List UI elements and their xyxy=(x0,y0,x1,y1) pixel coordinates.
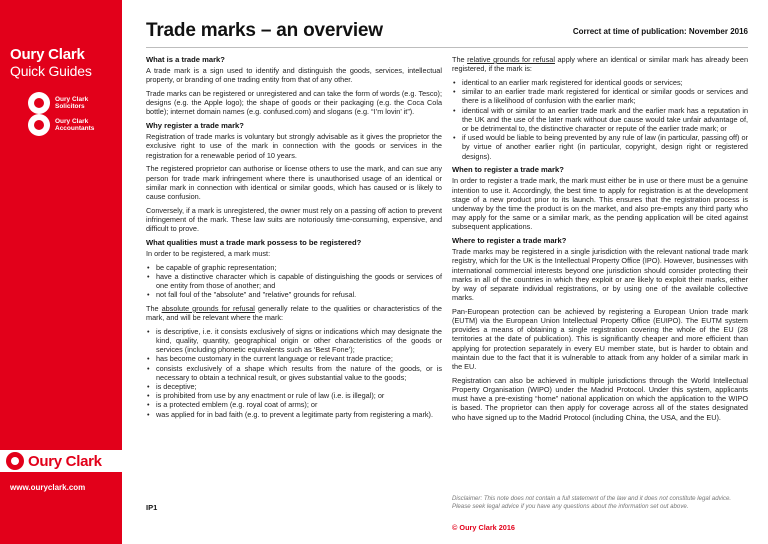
circle-logo-icon xyxy=(6,452,24,470)
paragraph: A trade mark is a sign used to identify and distinguish the goods, services, intellectual property, or branding of one trading entity from that of any other. xyxy=(146,66,442,85)
absolute-grounds-list xyxy=(146,327,442,419)
list-item: • was applied for in bad faith (e.g. to prevent a legitimate party from registering a mark). xyxy=(146,410,442,419)
firm-accountants-type: Accountants xyxy=(55,125,95,132)
list-item: • is descriptive, i.e. it consists exclusively of signs or indications which may designate the kind, quality, quantity, geographical origin or other characteristics of the goods or services (including phonetic equivalents such as ‘Best Fone’); xyxy=(146,327,442,355)
text-run: The xyxy=(146,303,162,313)
paragraph: Trade marks may be registered in a single jurisdiction with the relevant national trade mark registry, which for the UK is the Intellectual Property Office (IPO). However, businesses with international commercial interests beyond one jurisdiction should consider protecting their marks in all of the countries in which they exploit or are likely to exploit their marks, either by way of separate individual registrations, or by using one of the available collective marks. xyxy=(452,247,748,303)
heading-what-is: What is a trade mark? xyxy=(146,55,225,64)
qualities-list xyxy=(146,263,442,300)
brand-title xyxy=(10,46,92,79)
absolute-grounds-link[interactable]: absolute grounds for refusal xyxy=(161,303,255,313)
left-column xyxy=(146,55,442,423)
circle-logo-icon xyxy=(28,92,50,114)
company-logo xyxy=(0,450,122,472)
copyright: © Oury Clark 2016 xyxy=(452,523,515,532)
paragraph xyxy=(452,55,748,73)
paragraph xyxy=(146,304,442,322)
list-item: • not fall foul of the "absolute" and "relative" grounds for refusal. xyxy=(146,290,442,299)
firm-solicitors-label xyxy=(55,96,88,110)
paragraph: Registration can also be achieved in multiple jurisdictions through the World Intellectual Property Organisation (WIPO) under the Madrid Protocol. Under this system, applicants must have a pre-existing “home” national application on which the application to the WIPO is based. The proprietor can then apply for coverage across all of the states designated who have signed up to the Madrid Protocol (including China, the USA, and the EU). xyxy=(452,375,748,422)
text-run: The xyxy=(452,55,468,64)
header-divider xyxy=(146,47,748,48)
paragraph: Conversely, if a mark is unregistered, the owner must rely on a passing off action to prevent infringement of the mark. These law suits are notoriously time-consuming, expensive, and difficult to prove. xyxy=(146,205,442,234)
publication-date: Correct at time of publication: November 2016 xyxy=(572,27,748,36)
list-item: • similar to an earlier trade mark registered for identical or similar goods or services and there is a likelihood of confusion with the earlier mark; xyxy=(452,87,748,105)
heading-why-register: Why register a trade mark? xyxy=(146,121,244,131)
firm-solicitors xyxy=(28,92,88,114)
heading-qualities: What qualities must a trade mark possess to be registered? xyxy=(146,237,362,247)
paragraph: Registration of trade marks is voluntary but strongly advisable as it gives the proprietor the exclusive right to use of the mark in connection with the goods or services in the registration for a renewable period of 10 years. xyxy=(146,132,442,160)
list-item: • have a distinctive character which is capable of distinguishing the goods or services of one entity from those of another; and xyxy=(146,272,442,290)
page-number: IP1 xyxy=(146,503,158,512)
firm-solicitors-type: Solicitors xyxy=(55,103,85,110)
list-item: • is prohibited from use by any enactment or rule of law (i.e. is illegal); or xyxy=(146,391,442,400)
paragraph: Trade marks can be registered or unregistered and can take the form of words (e.g. Tesco); designs (e.g. the Apple logo); the shape of goods or their packaging (e.g. the Coca Cola bottle); internet domain names (e.g. confused.com) and slogans (e.g. “I’m lovin’ it”). xyxy=(146,89,442,117)
paragraph: The registered proprietor can authorise or license others to use the mark, and can sue any person for trade mark infringement where there is unauthorised usage of an identical or similar mark in connection with identical or similar goods, which has caused or is likely to cause confusion. xyxy=(146,164,442,201)
heading-when-register: When to register a trade mark? xyxy=(452,165,564,175)
relative-grounds-list xyxy=(452,78,748,161)
list-item: • consists exclusively of a shape which results from the nature of the goods, or is necessary to obtain a technical result, or gives substantial value to the goods; xyxy=(146,364,442,382)
right-column xyxy=(452,55,748,426)
list-item: • identical with or similar to an earlier trade mark and the earlier mark has a reputation in the UK and the use of the later mark without due cause would take unfair advantage of, or be detrimental to, the distinctive character or repute of the earlier trade mark; or xyxy=(452,106,748,134)
list-item: • is a protected emblem (e.g. royal coat of arms); or xyxy=(146,400,442,409)
heading-where-register: Where to register a trade mark? xyxy=(452,236,567,246)
sidebar xyxy=(0,0,122,544)
firm-accountants xyxy=(28,114,94,136)
relative-grounds-link[interactable]: relative grounds for refusal xyxy=(467,55,555,64)
firm-accountants-label xyxy=(55,118,94,132)
list-item: • has become customary in the current language or relevant trade practice; xyxy=(146,354,442,363)
brand-line-2: Quick Guides xyxy=(10,63,92,79)
website-link[interactable]: www.ouryclark.com xyxy=(10,483,86,492)
page-title: Trade marks – an overview xyxy=(146,20,383,41)
disclaimer: Disclaimer: This note does not contain a full statement of the law and it does not constitute legal advice. Please seek legal advice if you have any questions about the information set out above. xyxy=(452,495,732,510)
list-item: • if used would be liable to being prevented by any rule of law (in particular, passing off) or by virtue of another earlier right (in particular, copyright, design right or registered designs). xyxy=(452,133,748,161)
list-item: • be capable of graphic representation; xyxy=(146,263,442,272)
text-run: apply where an identical or similar mark has already been registered, if the mark is: xyxy=(452,55,748,74)
list-item: • identical to an earlier mark registered for identical goods or services; xyxy=(452,78,748,87)
list-item: • is deceptive; xyxy=(146,382,442,391)
firm-accountants-name: Oury Clark xyxy=(55,118,89,125)
paragraph: In order to register a trade mark, the mark must either be in use or there must be a genuine intention to use it. Accordingly, the best time to apply for registration is at the development stage of a new product prior to its launch. This ensures that the registration process is underway by the time the product is on the market, and also pre-empts any third party who may apply for the same or a similar mark, as the pending application will be cited against subsequent applications. xyxy=(452,176,748,232)
firm-solicitors-name: Oury Clark xyxy=(55,96,89,103)
brand-line-1: Oury Clark xyxy=(10,46,85,63)
circle-logo-icon xyxy=(28,114,50,136)
paragraph: Pan-European protection can be achieved by registering a European Union trade mark (EUTM) via the European Union Intellectual Property Office (EUIPO). The EUTM system provides a means of obtaining a single registration covering the whole of the EU (28 territories at the date of publication). This is significantly cheaper and more efficient than applying for protection separately in every EU member state, but is harder to obtain and maintain due to the fact that it is vulnerable to attack from any holder of a similar mark in the EU. xyxy=(452,306,748,372)
paragraph: In order to be registered, a mark must: xyxy=(146,248,271,258)
logo-text: Oury Clark xyxy=(28,452,102,470)
text-run: generally relate to the qualities or characteristics of the mark, and will be relevant where the mark: xyxy=(146,303,442,323)
